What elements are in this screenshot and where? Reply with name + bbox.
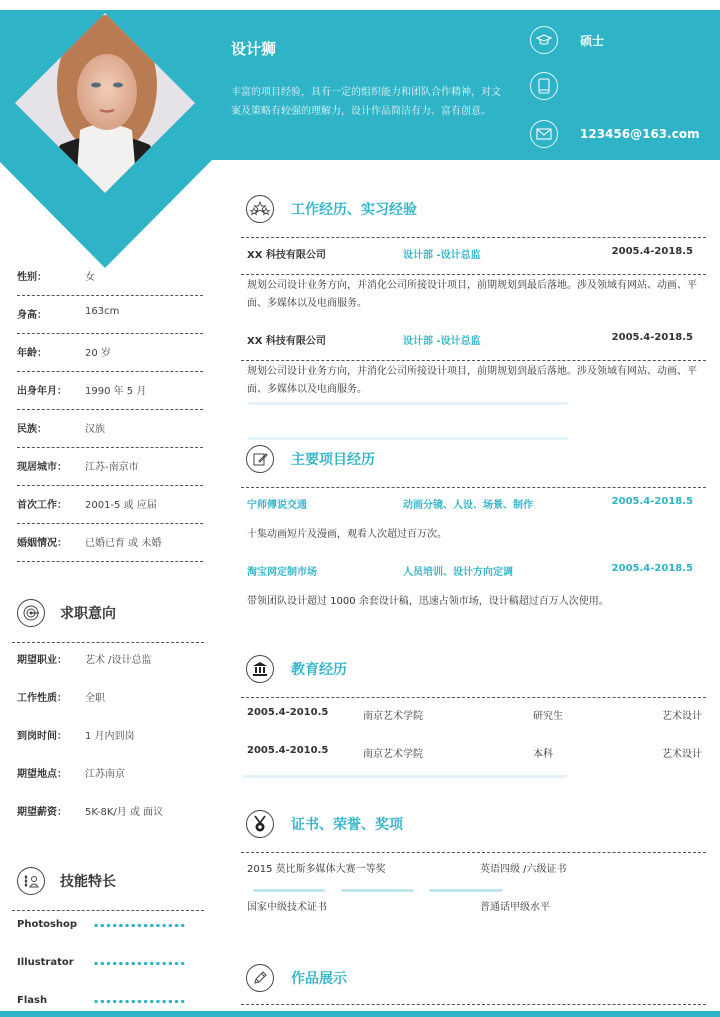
intent-row [17,651,207,671]
edu-school: 南京艺术学院 [363,711,423,722]
intent-label: 期望地点： [17,769,67,780]
intent-value: 全职 [85,693,105,704]
profile-label: 出身年月： [17,386,67,397]
email-text[interactable]: 123456@163.com [580,127,700,141]
edit-note-icon [246,445,274,473]
education-title: 教育经历 [291,662,347,678]
profile-row-marital [17,524,203,562]
contact-degree [530,25,720,55]
divider [241,1004,706,1005]
footer-bar [0,1011,720,1017]
summary-text: 丰富的项目经验，具有一定的组织能力和团队合作精神，对文案及策略有较强的理解力，设计作品简洁有力、富有创意。 [231,87,501,117]
education-row [247,707,702,723]
profile-label: 婚姻情况： [17,538,67,549]
job-role: 设计部 -设计总监 [403,250,481,261]
profile-label: 现居城市： [17,462,67,473]
degree-text: 硕士 [580,33,605,48]
work-entry-header [247,246,697,262]
skill-level-dots [93,923,185,928]
job-period: 2005.4-2018.5 [611,246,693,257]
work-description: 规划公司设计业务方向，并消化公司所接设计项目，前期规划到最后落地。涉及领域有网站、动画、平面、多媒体以及电商服务。 [247,280,697,309]
portfolio-section-header [246,964,347,992]
profile-row-first-job [17,486,203,524]
edu-school: 南京艺术学院 [363,749,423,760]
profile-value: 1990 年 5 月 [85,386,147,397]
profile-value: 女 [85,272,95,283]
work-entry-header [247,332,697,348]
intent-label: 到岗时间： [17,731,67,742]
intent-value: 艺术 /设计总监 [85,655,152,666]
edu-major: 艺术设计 [662,711,702,722]
graduation-cap-icon [530,26,558,54]
tablet-phone-icon [530,72,558,100]
project-name: 宁师傅说交通 [247,500,307,511]
skills-title: 技能特长 [60,874,116,890]
work-title: 工作经历、实习经验 [291,202,417,218]
intent-row [17,689,207,709]
skill-row-illustrator [17,957,207,977]
medal-icon [246,810,274,838]
edu-period: 2005.4-2010.5 [247,707,329,718]
intent-label: 工作性质： [17,693,67,704]
projects-title: 主要项目经历 [291,452,375,468]
intent-title: 求职意向 [60,606,116,622]
divider [241,852,706,853]
company-name: XX 科技有限公司 [247,250,326,261]
edu-major: 艺术设计 [662,749,702,760]
certs-title: 证书、荣誉、奖项 [291,817,403,833]
education-section-header [246,655,347,683]
job-period: 2005.4-2018.5 [611,332,693,343]
work-section-header [246,195,417,223]
project-period: 2005.4-2018.5 [611,563,693,574]
profile-value: 20 岁 [85,348,111,359]
target-icon [17,599,45,627]
divider [241,360,706,361]
divider [12,910,204,911]
intent-row [17,765,207,785]
ghost-line [248,437,568,440]
cert-item: 英语四级 /六级证书 [480,864,567,875]
project-description: 带领团队设计超过 1000 余套设计稿，迅速占领市场，设计稿超过百万人次使用。 [247,596,609,607]
intent-value: 1 月内到岗 [85,731,135,742]
edu-degree: 研究生 [533,711,563,722]
education-row [247,745,702,761]
project-description: 十集动画短片及漫画，观看人次超过百万次。 [247,529,447,540]
job-role: 设计部 -设计总监 [403,336,481,347]
stars-icon [246,195,274,223]
portfolio-title: 作品展示 [291,971,347,987]
project-period: 2005.4-2018.5 [611,496,693,507]
project-name: 淘宝网定制市场 [247,567,317,578]
skills-section-header [17,867,116,895]
intent-label: 期望薪资： [17,807,67,818]
intent-row [17,803,207,823]
skill-level-dots [93,999,185,1004]
intent-value: 江苏南京 [85,769,125,780]
profile-value: 江苏-南京市 [85,462,139,473]
project-role: 动画分镜、人设、场景、制作 [403,500,533,511]
project-entry-header [247,496,697,512]
edu-period: 2005.4-2010.5 [247,745,329,756]
project-role: 人员培训、设计方向定调 [403,567,513,578]
profile-value: 已婚已育 或 未婚 [85,538,162,549]
profile-row-height [17,296,203,334]
skill-level-dots [93,961,185,966]
divider [241,697,706,698]
company-name: XX 科技有限公司 [247,336,326,347]
profile-label: 年龄： [17,348,47,359]
institution-icon [246,655,274,683]
profile-label: 民族： [17,424,47,435]
divider [241,274,706,275]
skill-name: Flash [17,995,48,1006]
intent-value: 5K-8K/月 或 面议 [85,807,164,818]
ghost-line [429,889,503,892]
ghost-line [341,889,414,892]
profile-label: 性别： [17,272,47,283]
profile-row-gender [17,258,203,296]
project-entry-header [247,563,697,579]
profile-label: 身高： [17,310,47,321]
profile-row-ethnicity [17,410,203,448]
profile-value: 163cm [85,306,120,317]
skill-name: Illustrator [17,957,74,968]
ghost-line [242,775,567,778]
pencil-icon [246,964,274,992]
divider [241,237,706,238]
intent-section-header [17,599,116,627]
intent-label: 期望职业： [17,655,67,666]
profile-value: 2001-5 或 应届 [85,500,157,511]
ghost-line [253,889,325,892]
divider [241,487,706,488]
skill-name: Photoshop [17,919,78,930]
edu-degree: 本科 [533,749,553,760]
contact-email[interactable] [530,119,720,149]
skill-row-photoshop [17,919,207,939]
profile-row-age [17,334,203,372]
profile-label: 首次工作： [17,500,67,511]
profile-row-birth [17,372,203,410]
ghost-line [248,402,568,405]
cert-item: 普通话甲级水平 [480,902,550,913]
contact-phone [530,71,720,101]
projects-section-header [246,445,375,473]
cert-item: 2015 莫比斯多媒体大赛一等奖 [247,864,386,875]
work-description: 规划公司设计业务方向，并消化公司所接设计项目，前期规划到最后落地。涉及领域有网站、动画、平面、多媒体以及电商服务。 [247,366,697,395]
headline-title: 设计狮 [231,40,277,58]
intent-row [17,727,207,747]
profile-value: 汉族 [85,424,105,435]
cert-item: 国家中级技术证书 [247,902,327,913]
envelope-icon [530,120,558,148]
skills-icon [17,867,45,895]
certs-section-header [246,810,403,838]
divider [12,642,204,643]
profile-row-city [17,448,203,486]
